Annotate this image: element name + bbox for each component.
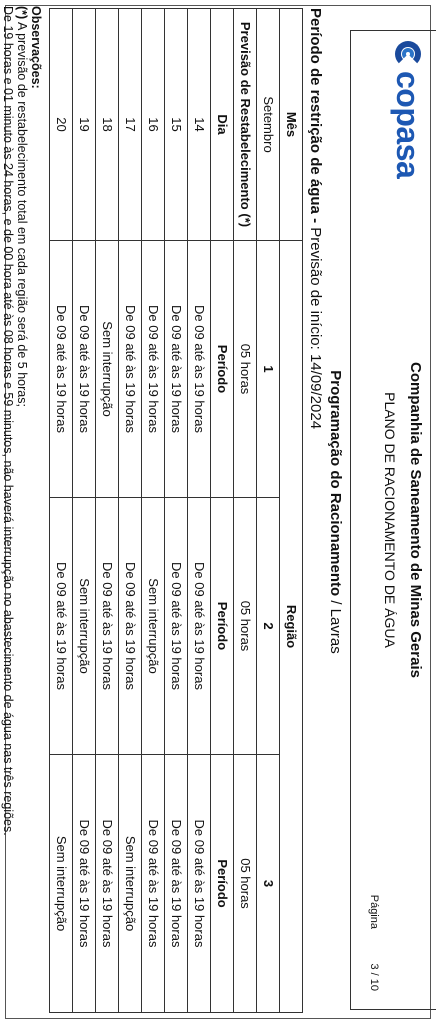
periodo-cell: De 09 até às 19 horas bbox=[165, 755, 188, 1013]
periodo-inicio: Previsão de início: 14/09/2024 bbox=[307, 227, 324, 430]
regiao-header: Região bbox=[280, 241, 303, 1013]
periodo-cell: De 09 até às 19 horas bbox=[165, 241, 188, 498]
periodo-cell: De 09 até às 19 horas bbox=[96, 498, 119, 755]
periodo-cell: De 09 até às 19 horas bbox=[96, 755, 119, 1013]
dia-cell: 14 bbox=[188, 9, 211, 241]
month-region-row bbox=[257, 9, 280, 1013]
table-row bbox=[73, 9, 96, 1013]
logo-text: copasa bbox=[390, 71, 427, 179]
periodo-cell: Sem interrupção bbox=[96, 241, 119, 498]
periodo-cell: Sem interrupção bbox=[119, 755, 142, 1013]
periodo-cell: De 09 até às 19 horas bbox=[50, 241, 73, 498]
periodo-cell: De 09 até às 19 horas bbox=[142, 241, 165, 498]
dia-cell: 15 bbox=[165, 9, 188, 241]
mes-value: Setembro bbox=[257, 9, 280, 241]
periodo-cell: De 09 até às 19 horas bbox=[119, 241, 142, 498]
periodo-cell: Sem interrupção bbox=[73, 498, 96, 755]
periodo-cell: De 09 até às 19 horas bbox=[142, 755, 165, 1013]
table-row bbox=[188, 9, 211, 1013]
dia-cell: 19 bbox=[73, 9, 96, 241]
table-row bbox=[50, 9, 73, 1013]
periodo-label: Período de restrição de água - bbox=[307, 8, 324, 228]
previsao-region-2: 05 horas bbox=[234, 498, 257, 755]
periodo-cell: De 09 até às 19 horas bbox=[119, 498, 142, 755]
periodo-header-2: Período bbox=[211, 498, 234, 755]
programacao-title-bold: Programação do Racionamento bbox=[327, 370, 344, 597]
programacao-title bbox=[327, 0, 344, 1024]
dia-cell: 17 bbox=[119, 9, 142, 241]
table-row bbox=[165, 9, 188, 1013]
periodo-cell: De 09 até às 19 horas bbox=[73, 755, 96, 1013]
dia-cell: 16 bbox=[142, 9, 165, 241]
programacao-title-city: / Lavras bbox=[327, 596, 344, 654]
periodo-cell: De 09 até às 19 horas bbox=[165, 498, 188, 755]
observacoes-asterisk: (*) bbox=[15, 6, 29, 20]
periodo-cell: De 09 até às 19 horas bbox=[188, 498, 211, 755]
table-row bbox=[96, 9, 119, 1013]
dia-cell: 20 bbox=[50, 9, 73, 241]
page-number: 3 / 10 bbox=[368, 963, 380, 991]
dia-header: Dia bbox=[211, 9, 234, 241]
dia-cell: 18 bbox=[96, 9, 119, 241]
dia-periodo-header-row bbox=[211, 9, 234, 1013]
periodo-cell: De 09 até às 19 horas bbox=[188, 241, 211, 498]
observacoes-line2: De 19 horas e 01 minuto às 24 horas, e de 00 hora até às 08 horas e 59 minutos, não haverá interrupção no abastecimento de água nas três regiões. bbox=[1, 6, 15, 836]
periodo-cell: Sem interrupção bbox=[50, 755, 73, 1013]
document-header bbox=[350, 30, 436, 1010]
schedule-table bbox=[49, 8, 303, 1013]
previsao-row bbox=[234, 9, 257, 1013]
previsao-label: Previsão de Restabelecimento (*) bbox=[234, 9, 257, 241]
mes-header: Mês bbox=[280, 9, 303, 241]
previsao-region-3: 05 horas bbox=[234, 755, 257, 1013]
observacoes-line1: A previsão de restabelecimento total em cada região será de 5 horas; bbox=[15, 19, 29, 407]
periodo-header-1: Período bbox=[211, 241, 234, 498]
periodo-cell: De 09 até às 19 horas bbox=[73, 241, 96, 498]
observacoes-title: Observações: bbox=[29, 6, 43, 89]
table-header-row bbox=[280, 9, 303, 1013]
observacoes bbox=[1, 6, 43, 1016]
periodo-cell: De 09 até às 19 horas bbox=[50, 498, 73, 755]
periodo-cell: Sem interrupção bbox=[142, 498, 165, 755]
region-2: 2 bbox=[257, 498, 280, 755]
periodo-header-3: Período bbox=[211, 755, 234, 1013]
region-1: 1 bbox=[257, 241, 280, 498]
plan-title: PLANO DE RACIONAMENTO DE ÁGUA bbox=[382, 392, 398, 648]
company-name: Companhia de Saneamento de Minas Gerais bbox=[407, 362, 424, 678]
table-row bbox=[119, 9, 142, 1013]
previsao-region-1: 05 horas bbox=[234, 241, 257, 498]
table-row bbox=[142, 9, 165, 1013]
region-3: 3 bbox=[257, 755, 280, 1013]
periodo-cell: De 09 até às 19 horas bbox=[188, 755, 211, 1013]
page-label: Página bbox=[368, 894, 380, 929]
periodo-restricao bbox=[307, 8, 324, 429]
